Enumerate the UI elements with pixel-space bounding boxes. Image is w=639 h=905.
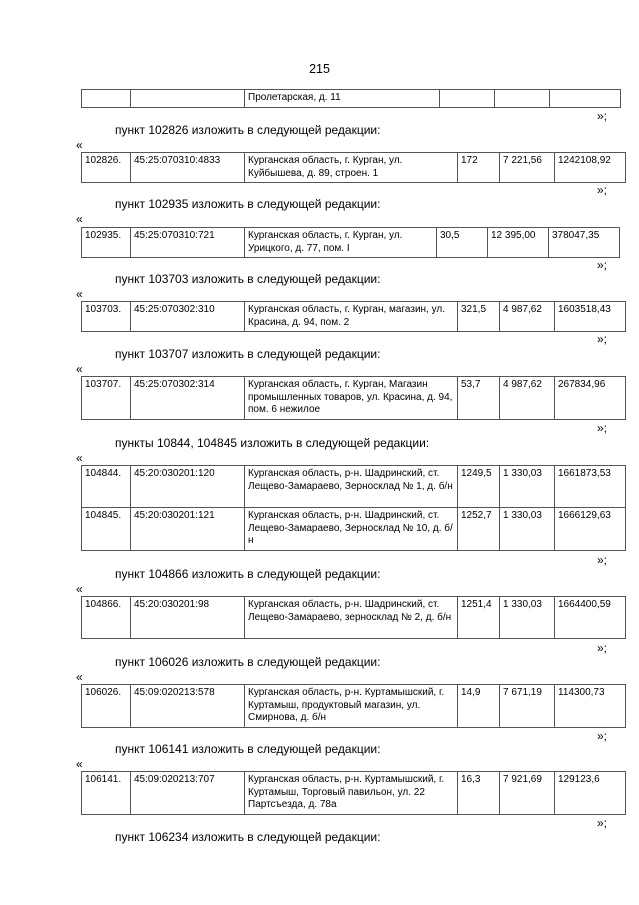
cell-cadastral: 45:25:070310:721 xyxy=(131,228,245,258)
table-row xyxy=(82,377,626,420)
record-table xyxy=(81,152,626,183)
cell-id: 102935. xyxy=(82,228,131,258)
open-quote: « xyxy=(76,362,83,376)
cell-cadastral: 45:20:030201:98 xyxy=(131,597,245,639)
cell-cadastral xyxy=(131,90,245,108)
cell-address: Курганская область, г. Курган, ул. Урицкого, д. 77, пом. I xyxy=(245,228,437,258)
cell-rate: 4 987,62 xyxy=(500,377,555,420)
cell-rate: 7 221,56 xyxy=(500,153,555,183)
instruction-text: пункт 104866 изложить в следующей редакции: xyxy=(115,567,381,581)
open-quote: « xyxy=(76,582,83,596)
cell-cadastral: 45:09:020213:707 xyxy=(131,772,245,815)
close-quote: »; xyxy=(597,258,608,272)
cell-value: 1664400,59 xyxy=(555,597,626,639)
cell-rate: 1 330,03 xyxy=(500,466,555,508)
cell-area: 172 xyxy=(458,153,500,183)
cell-rate: 4 987,62 xyxy=(500,302,555,332)
instruction-text: пункт 103703 изложить в следующей редакции: xyxy=(115,272,381,286)
table-row xyxy=(82,508,626,551)
cell-area: 53,7 xyxy=(458,377,500,420)
cell-value xyxy=(550,90,621,108)
cell-id: 103707. xyxy=(82,377,131,420)
cell-area: 1252,7 xyxy=(458,508,500,551)
cell-address: Курганская область, г. Курган, ул. Куйбышева, д. 89, строен. 1 xyxy=(245,153,458,183)
close-quote: »; xyxy=(597,109,608,123)
table-row xyxy=(82,685,626,728)
cell-value: 1661873,53 xyxy=(555,466,626,508)
record-table xyxy=(81,684,626,728)
record-table xyxy=(81,301,626,332)
record-table xyxy=(81,376,626,420)
cell-rate xyxy=(495,90,550,108)
cell-rate: 7 921,69 xyxy=(500,772,555,815)
instruction-text: пункт 102826 изложить в следующей редакции: xyxy=(115,123,381,137)
cell-address: Курганская область, р-н. Куртамышский, г. Куртамыш, Торговый павильон, ул. 22 Партсъезда, д. 78а xyxy=(245,772,458,815)
open-quote: « xyxy=(76,757,83,771)
cell-cadastral: 45:25:070310:4833 xyxy=(131,153,245,183)
cell-rate: 1 330,03 xyxy=(500,508,555,551)
cell-id xyxy=(82,90,131,108)
table-row xyxy=(82,772,626,815)
cell-value: 267834,96 xyxy=(555,377,626,420)
record-table xyxy=(81,596,626,639)
table-row xyxy=(82,90,621,108)
open-quote: « xyxy=(76,287,83,301)
cell-area: 16,3 xyxy=(458,772,500,815)
cell-area xyxy=(440,90,495,108)
cell-value: 1666129,63 xyxy=(555,508,626,551)
close-quote: »; xyxy=(597,641,608,655)
instruction-text: пункт 102935 изложить в следующей редакции: xyxy=(115,197,381,211)
cell-rate: 7 671,19 xyxy=(500,685,555,728)
cell-cadastral: 45:20:030201:120 xyxy=(131,466,245,508)
instruction-text: пункт 106026 изложить в следующей редакции: xyxy=(115,655,381,669)
cell-value: 378047,35 xyxy=(549,228,620,258)
close-quote: »; xyxy=(597,816,608,830)
cell-address: Курганская область, р-н. Шадринский, ст. Лещево-Замараево, зерносклад № 2, д. б/н xyxy=(245,597,458,639)
cell-area: 1249,5 xyxy=(458,466,500,508)
cell-cadastral: 45:25:070302:314 xyxy=(131,377,245,420)
record-table xyxy=(81,771,626,815)
cell-id: 102826. xyxy=(82,153,131,183)
cell-address: Курганская область, р-н. Куртамышский, г. Куртамыш, продуктовый магазин, ул. Смирнова, д. б/н xyxy=(245,685,458,728)
cell-area: 30,5 xyxy=(437,228,488,258)
cell-id: 103703. xyxy=(82,302,131,332)
record-table xyxy=(81,227,620,258)
cell-value: 1603518,43 xyxy=(555,302,626,332)
cell-address: Курганская область, р-н. Шадринский, ст. Лещево-Замараево, Зерносклад № 10, д. б/н xyxy=(245,508,458,551)
cell-id: 106026. xyxy=(82,685,131,728)
instruction-text: пункты 10844, 104845 изложить в следующей редакции: xyxy=(115,436,430,450)
cell-cadastral: 45:20:030201:121 xyxy=(131,508,245,551)
cell-id: 106141. xyxy=(82,772,131,815)
cell-rate: 12 395,00 xyxy=(488,228,549,258)
cell-value: 129123,6 xyxy=(555,772,626,815)
cell-cadastral: 45:25:070302:310 xyxy=(131,302,245,332)
cell-id: 104844. xyxy=(82,466,131,508)
table-row xyxy=(82,466,626,508)
table-row xyxy=(82,228,620,258)
cell-value: 114300,73 xyxy=(555,685,626,728)
open-quote: « xyxy=(76,451,83,465)
page-number: 215 xyxy=(309,62,330,76)
cell-area: 14,9 xyxy=(458,685,500,728)
cell-rate: 1 330,03 xyxy=(500,597,555,639)
open-quote: « xyxy=(76,138,83,152)
open-quote: « xyxy=(76,212,83,226)
cell-address: Курганская область, г. Курган, Магазин промышленных товаров, ул. Красина, д. 94, пом. 6 нежилое xyxy=(245,377,458,420)
close-quote: »; xyxy=(597,421,608,435)
close-quote: »; xyxy=(597,553,608,567)
cell-address: Пролетарская, д. 11 xyxy=(245,90,440,108)
table-row xyxy=(82,597,626,639)
record-table xyxy=(81,465,626,551)
table-row xyxy=(82,302,626,332)
instruction-text: пункт 103707 изложить в следующей редакции: xyxy=(115,347,381,361)
cell-area: 1251,4 xyxy=(458,597,500,639)
open-quote: « xyxy=(76,670,83,684)
cell-address: Курганская область, р-н. Шадринский, ст. Лещево-Замараево, Зерносклад № 1, д. б/н xyxy=(245,466,458,508)
instruction-text: пункт 106234 изложить в следующей редакции: xyxy=(115,830,381,844)
cell-value: 1242108,92 xyxy=(555,153,626,183)
cell-address: Курганская область, г. Курган, магазин, ул. Красина, д. 94, пом. 2 xyxy=(245,302,458,332)
cell-id: 104866. xyxy=(82,597,131,639)
close-quote: »; xyxy=(597,183,608,197)
cell-cadastral: 45:09:020213:578 xyxy=(131,685,245,728)
continuation-table xyxy=(81,89,621,108)
cell-id: 104845. xyxy=(82,508,131,551)
close-quote: »; xyxy=(597,729,608,743)
table-row xyxy=(82,153,626,183)
instruction-text: пункт 106141 изложить в следующей редакции: xyxy=(115,742,381,756)
cell-area: 321,5 xyxy=(458,302,500,332)
close-quote: »; xyxy=(597,332,608,346)
